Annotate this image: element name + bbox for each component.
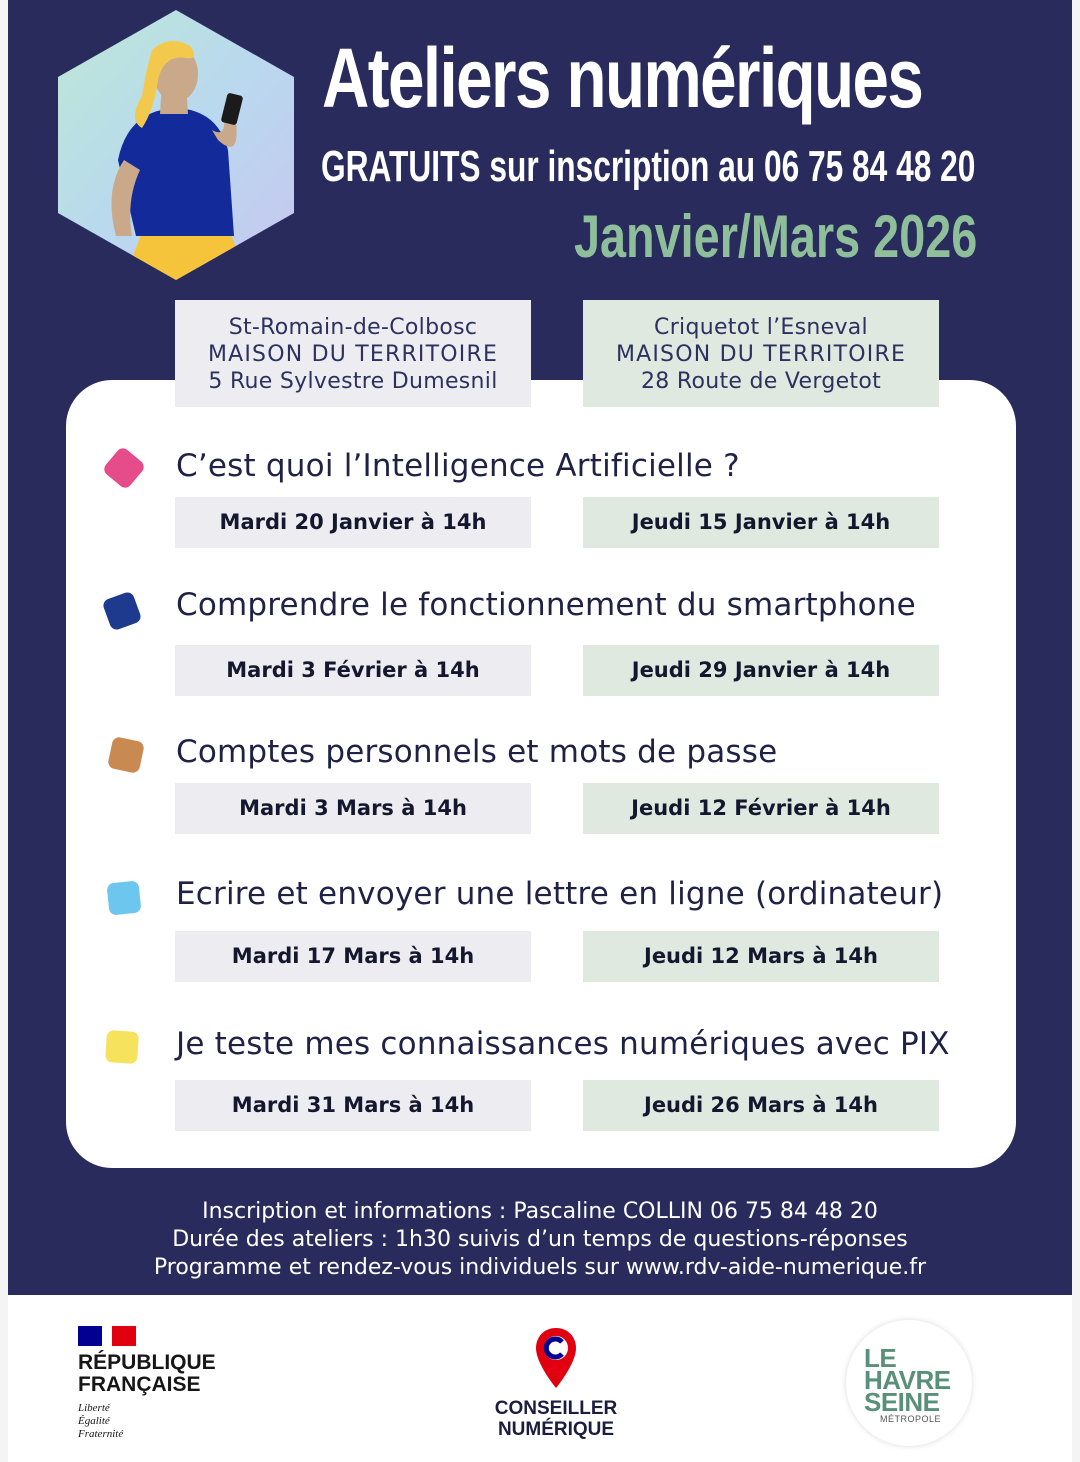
conseiller-line2: NUMÉRIQUE: [497, 1419, 615, 1440]
workshop-date-criquetot: Jeudi 29 Janvier à 14h: [583, 645, 939, 696]
footer-contact: Inscription et informations : Pascaline COLLIN 06 75 84 48 20: [202, 1199, 878, 1224]
workshop-title: Ecrire et envoyer une lettre en ligne (ordinateur): [176, 876, 944, 912]
conseiller-numerique-logo: [486, 1326, 626, 1440]
location-criquetot: [583, 300, 939, 407]
havre-word-metropole: MÉTROPOLE: [880, 1414, 942, 1424]
footer-info: [0, 1198, 1080, 1282]
location-address: 28 Route de Vergetot: [640, 369, 882, 394]
le-havre-seine-metropole-logo: [846, 1320, 972, 1446]
workshop-date-criquetot: Jeudi 12 Mars à 14h: [583, 931, 939, 982]
workshop-date-st-romain: Mardi 3 Février à 14h: [175, 645, 531, 696]
poster-subtitle: GRATUITS sur inscription au 06 75 84 48 20: [321, 142, 976, 191]
location-st-romain: [175, 300, 531, 407]
footer-duration: Durée des ateliers : 1h30 suivis d’un temps de questions-réponses: [172, 1227, 908, 1252]
light-blue-bullet-icon: [106, 880, 141, 915]
republique-line1: RÉPUBLIQUE: [78, 1351, 216, 1374]
workshop-date-st-romain: Mardi 17 Mars à 14h: [175, 931, 531, 982]
workshop-date-st-romain: Mardi 3 Mars à 14h: [175, 783, 531, 834]
workshop-title: Comprendre le fonctionnement du smartphone: [176, 587, 916, 623]
workshop-title: Je teste mes connaissances numériques avec PIX: [176, 1026, 950, 1062]
motto-fraternite: Fraternité: [78, 1428, 124, 1440]
workshop-date-criquetot: Jeudi 12 Février à 14h: [583, 783, 939, 834]
workshop-date-criquetot: Jeudi 15 Janvier à 14h: [583, 497, 939, 548]
poster-period: Janvier/Mars 2026: [574, 203, 978, 270]
map-pin-icon: [534, 1326, 578, 1392]
workshop-date-st-romain: Mardi 20 Janvier à 14h: [175, 497, 531, 548]
location-city: Criquetot l’Esneval: [654, 315, 868, 340]
woman-with-phone-illustration: [58, 10, 294, 280]
location-city: St-Romain-de-Colbosc: [228, 315, 478, 340]
conseiller-line1: CONSEILLER: [494, 1398, 618, 1419]
french-flag-icon: [78, 1326, 136, 1346]
motto-liberte: Liberté: [78, 1402, 110, 1414]
havre-word-havre: HAVRE: [864, 1365, 951, 1395]
poster-title: Ateliers numériques: [322, 31, 923, 125]
workshop-date-criquetot: Jeudi 26 Mars à 14h: [583, 1080, 939, 1131]
location-venue: MAISON DU TERRITOIRE: [615, 342, 907, 367]
location-address: 5 Rue Sylvestre Dumesnil: [208, 369, 498, 394]
havre-word-seine: SEINE: [864, 1387, 940, 1417]
workshop-title: Comptes personnels et mots de passe: [176, 734, 778, 770]
yellow-bullet-icon: [105, 1030, 139, 1064]
havre-word-le: LE: [864, 1343, 897, 1373]
footer-website: Programme et rendez-vous individuels sur www.rdv-aide-numerique.fr: [153, 1255, 927, 1280]
republique-line2: FRANÇAISE: [78, 1373, 201, 1396]
workshop-title: C’est quoi l’Intelligence Artificielle ?: [176, 448, 740, 484]
motto-egalite: Égalité: [78, 1415, 110, 1427]
tan-bullet-icon: [107, 736, 145, 774]
workshop-date-st-romain: Mardi 31 Mars à 14h: [175, 1080, 531, 1131]
republique-francaise-logo: [78, 1326, 216, 1441]
location-venue: MAISON DU TERRITOIRE: [207, 342, 499, 367]
